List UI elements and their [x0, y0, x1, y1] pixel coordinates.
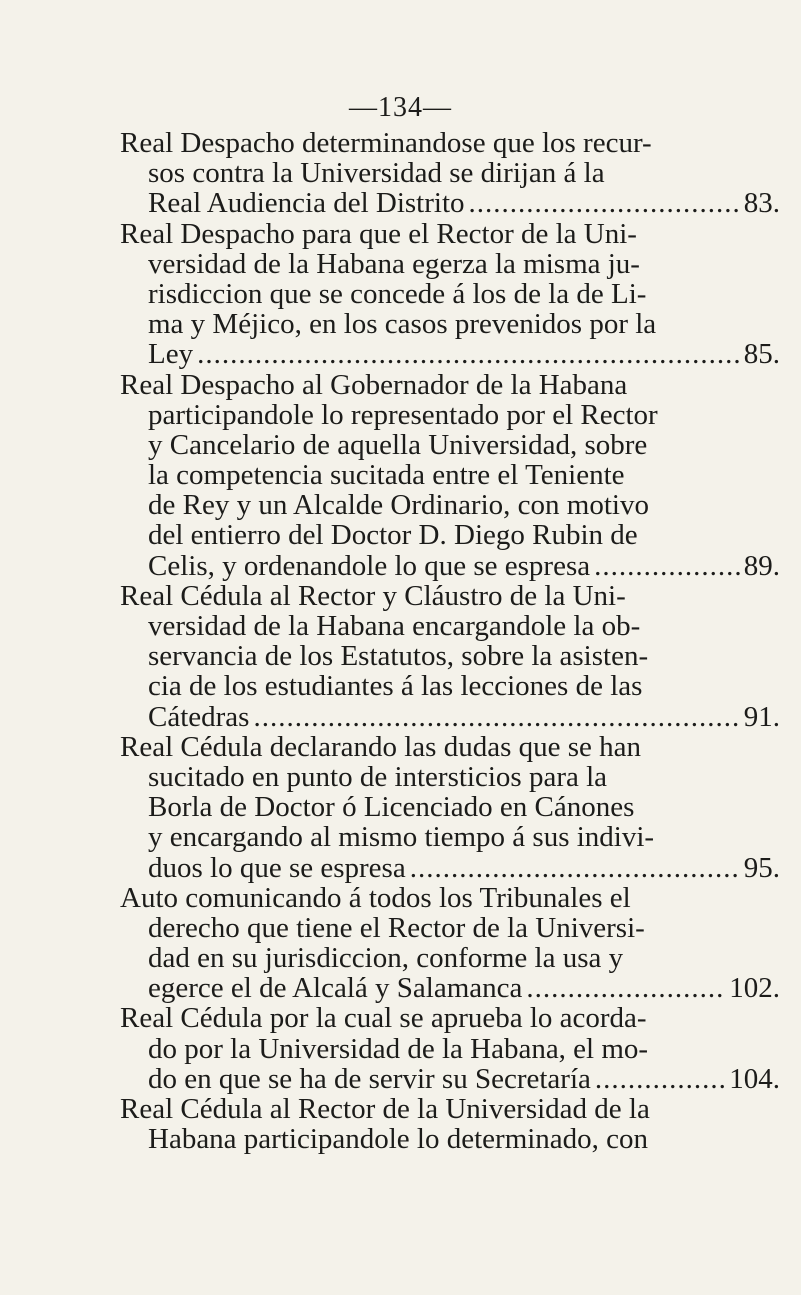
dot-leader: [595, 1064, 725, 1094]
entry-text: Cátedras: [148, 701, 250, 732]
index-entry-line: cia de los estudiantes á las lecciones de las: [148, 671, 643, 702]
index-entry-line: Auto comunicando á todos los Tribunales el: [120, 882, 631, 913]
entry-page-number: 91.: [743, 701, 780, 732]
entry-text: duos lo que se espresa: [148, 852, 406, 883]
entry-page-number: 83.: [743, 188, 780, 219]
entry-page-number: 95.: [743, 852, 780, 883]
dot-leader: [197, 339, 740, 369]
index-entries: [120, 128, 780, 1154]
entry-page-number: 102.: [729, 973, 780, 1004]
index-entry-line: versidad de la Habana encargandole la ob-: [148, 611, 641, 642]
index-entry-line: Real Cédula por la cual se aprueba lo acorda-: [120, 1003, 647, 1034]
entry-page-number: 89.: [743, 550, 780, 581]
index-entry-line: Borla de Doctor ó Licenciado en Cánones: [148, 792, 635, 823]
index-entry-line: Real Cédula declarando las dudas que se han: [120, 731, 642, 762]
index-entry-line: Habana participandole lo determinado, con: [148, 1124, 649, 1155]
entry-text: Ley: [148, 339, 194, 370]
entry-text: Celis, y ordenandole lo que se espresa: [148, 550, 591, 581]
index-entry-line: Real Despacho al Gobernador de la Habana: [120, 369, 628, 400]
index-entry-line: de Rey y un Alcalde Ordinario, con motivo: [148, 490, 649, 521]
index-entry-line: servancia de los Estatutos, sobre la asisten-: [148, 641, 649, 672]
index-entry-line: del entierro del Doctor D. Diego Rubin de: [148, 520, 638, 551]
page-number: —134—: [349, 92, 452, 123]
index-entry-final-line: [120, 1064, 780, 1094]
index-entry-final-line: [120, 702, 780, 732]
dot-leader: [594, 551, 740, 581]
index-entry-line: derecho que tiene el Rector de la Universi-: [148, 912, 645, 944]
index-entry-final-line: [120, 973, 780, 1003]
index-entry-line: do por la Universidad de la Habana, el mo-: [148, 1033, 649, 1064]
index-entry-line: risdiccion que se concede á los de la de Li-: [148, 278, 647, 310]
entry-text: Real Audiencia del Distrito: [148, 188, 465, 219]
index-entry-line: sos contra la Universidad se dirijan á la: [148, 158, 605, 189]
entry-page-number: 104.: [729, 1063, 780, 1094]
index-entry-line: ma y Méjico, en los casos prevenidos por la: [148, 309, 657, 340]
index-entry-final-line: [120, 188, 780, 218]
index-entry-line: y Cancelario de aquella Universidad, sobre: [148, 429, 648, 461]
dot-leader: [526, 973, 725, 1003]
index-entry-line: Real Despacho determinandose que los recur-: [120, 128, 652, 159]
index-entry-line: versidad de la Habana egerza la misma ju-: [148, 248, 640, 279]
index-entry-line: Real Despacho para que el Rector de la Uni-: [120, 218, 637, 249]
index-entry-line: dad en su jurisdiccion, conforme la usa y: [148, 943, 624, 974]
entry-text: egerce el de Alcalá y Salamanca: [148, 973, 523, 1004]
index-entry-final-line: [120, 853, 780, 883]
index-entry-line: y encargando al mismo tiempo á sus indivi-: [148, 822, 655, 853]
index-entry-line: la competencia sucitada entre el Teniente: [148, 460, 625, 491]
index-entry-line: Real Cédula al Rector de la Universidad de la: [120, 1094, 650, 1125]
dot-leader: [253, 702, 739, 732]
index-entry-line: Real Cédula al Rector y Cláustro de la Uni-: [120, 580, 626, 611]
index-entry-line: sucitado en punto de intersticios para la: [148, 761, 608, 793]
entry-text: do en que se ha de servir su Secretaría: [148, 1063, 591, 1094]
index-entry-final-line: [120, 551, 780, 581]
index-entry-line: participandole lo representado por el Rector: [148, 399, 658, 430]
entry-page-number: 85.: [743, 339, 780, 370]
dot-leader: [469, 188, 740, 218]
dot-leader: [410, 853, 740, 883]
index-entry-final-line: [120, 339, 780, 369]
